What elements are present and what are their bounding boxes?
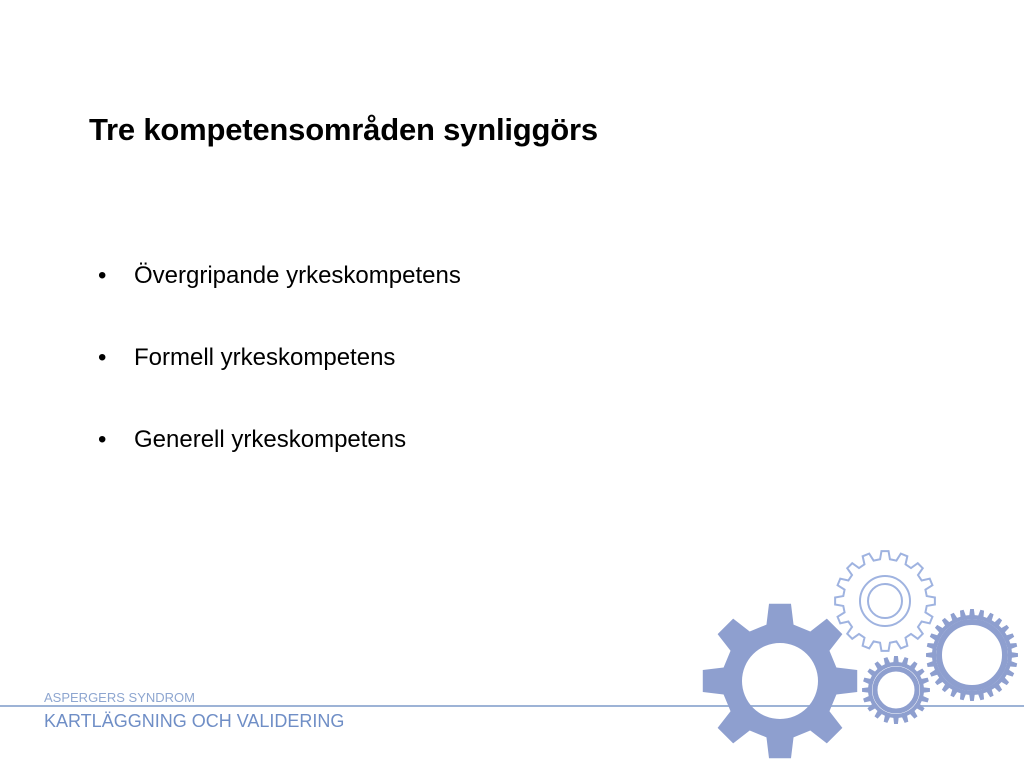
footer-subtitle: ASPERGERS SYNDROM (44, 690, 195, 705)
outline-gear-icon (835, 551, 935, 651)
right-gear-icon (926, 609, 1018, 701)
bullet-text: Generell yrkeskompetens (134, 426, 407, 453)
slide-title: Tre kompetensområden synliggörs (89, 112, 598, 147)
bullet-text: Formell yrkeskompetens (134, 344, 396, 371)
bullet-icon: • (98, 344, 107, 371)
bullet-icon: • (98, 426, 107, 453)
footer-title: KARTLÄGGNING OCH VALIDERING (44, 711, 345, 731)
small-gear-icon (862, 656, 930, 724)
bullet-icon: • (98, 262, 107, 289)
bullet-text: Övergripande yrkeskompetens (134, 262, 461, 289)
large-gear-icon (703, 604, 857, 758)
